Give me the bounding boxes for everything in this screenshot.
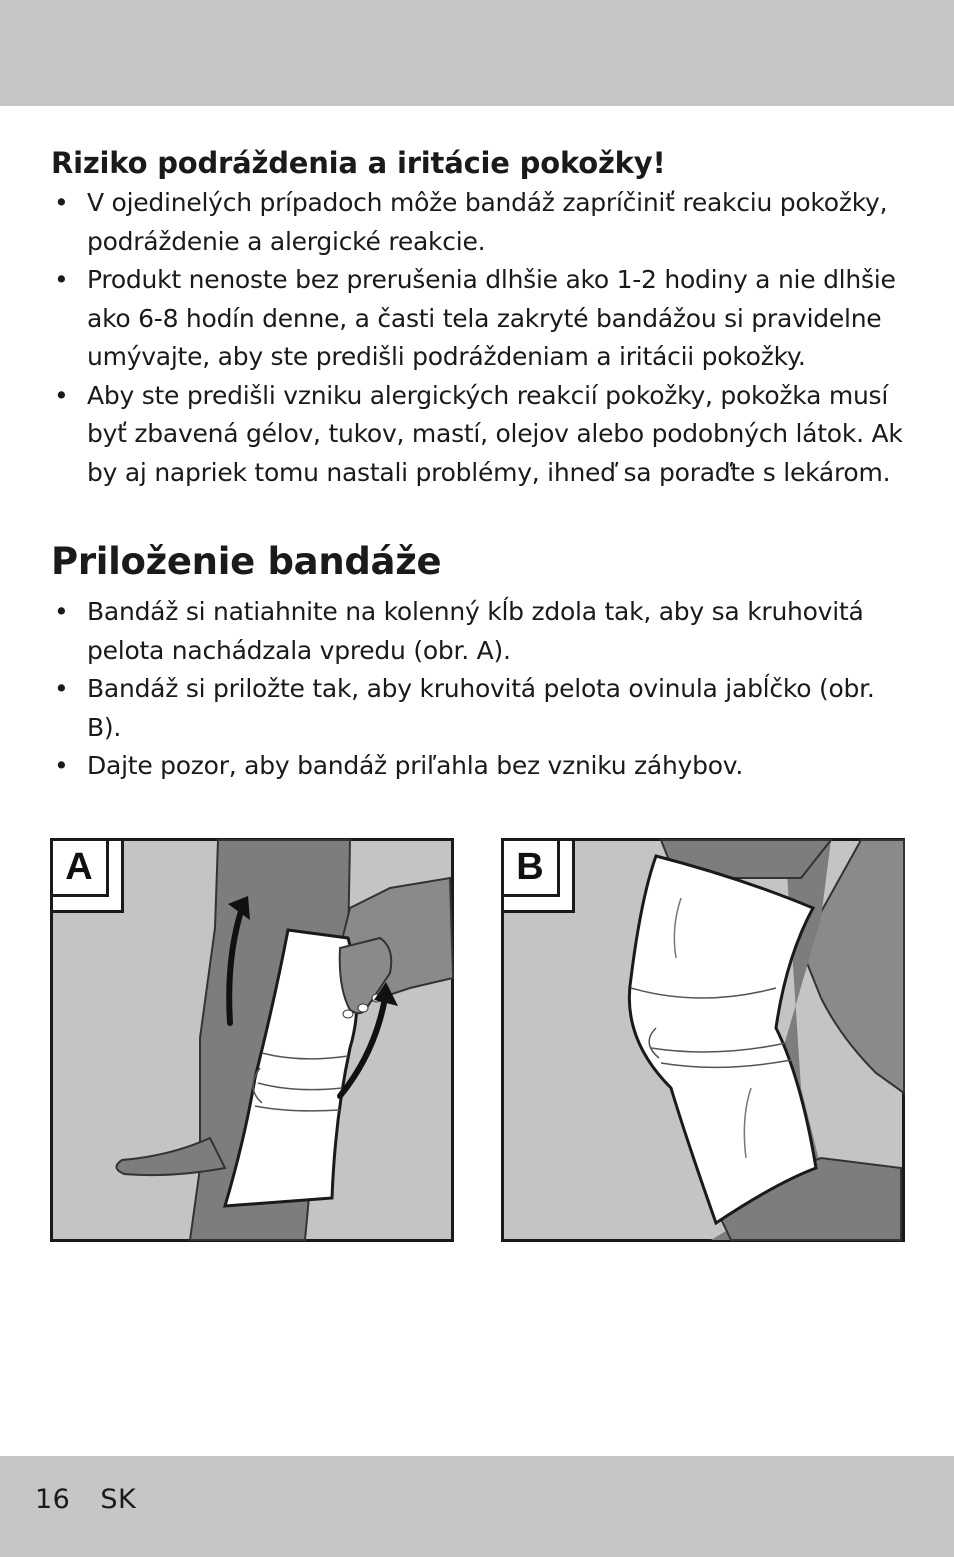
figure-b-illustration (501, 838, 905, 1242)
application-item (51, 747, 911, 786)
page-footer (35, 1484, 166, 1515)
header-band (0, 0, 954, 106)
bullet-glyph: • (54, 265, 69, 294)
page-content (51, 146, 911, 786)
bullet-glyph: • (54, 188, 69, 217)
application-item (51, 593, 911, 670)
warning-list (51, 184, 911, 492)
warning-item (51, 184, 911, 261)
language-code: SK (100, 1484, 137, 1515)
bullet-glyph: • (54, 751, 69, 780)
application-list (51, 593, 911, 786)
bullet-glyph: • (54, 380, 69, 410)
application-item-text: Bandáž si natiahnite na kolenný kĺb zdola tak, aby sa kruhovitá pelota nachádzala vpredu (obr. A). (87, 597, 864, 665)
warning-heading: Riziko podráždenia a iritácie pokožky! (51, 146, 666, 180)
warning-item-text: Aby ste predišli vzniku alergických reakcií pokožky, pokožka musí byť zbavená gélov, tukov, mastí, olejov alebo podobných látok. Ak by aj napriek tomu nastali problémy, ihneď sa poraďte s lekárom. (87, 380, 903, 487)
warning-item (51, 261, 911, 377)
figure-b-label: B (516, 846, 544, 888)
figure-a-label: A (65, 846, 93, 888)
bullet-glyph: • (54, 597, 69, 626)
bullet-glyph: • (54, 674, 69, 703)
page-number: 16 (35, 1484, 71, 1515)
section-heading: Priloženie bandáže (51, 540, 442, 583)
warning-item-text: Produkt nenoste bez prerušenia dlhšie ako 1-2 hodiny a nie dlhšie ako 6-8 hodín denne, a časti tela zakryté bandážou si pravidelne umývajte, aby ste predišli podráždeniam a iritácii pokožky. (87, 265, 896, 371)
figure-b (501, 838, 905, 1242)
figure-a-illustration (50, 838, 454, 1242)
warning-item-text: V ojedinelých prípadoch môže bandáž zapríčiniť reakciu pokožky, podráždenie a alergické reakcie. (87, 188, 888, 256)
application-item-text: Bandáž si priložte tak, aby kruhovitá pelota ovinula jabĺčko (obr. B). (87, 674, 875, 742)
application-item-text: Dajte pozor, aby bandáž priľahla bez vzniku záhybov. (87, 751, 744, 780)
figure-a (50, 838, 454, 1242)
warning-item (51, 377, 911, 493)
application-item (51, 670, 911, 747)
